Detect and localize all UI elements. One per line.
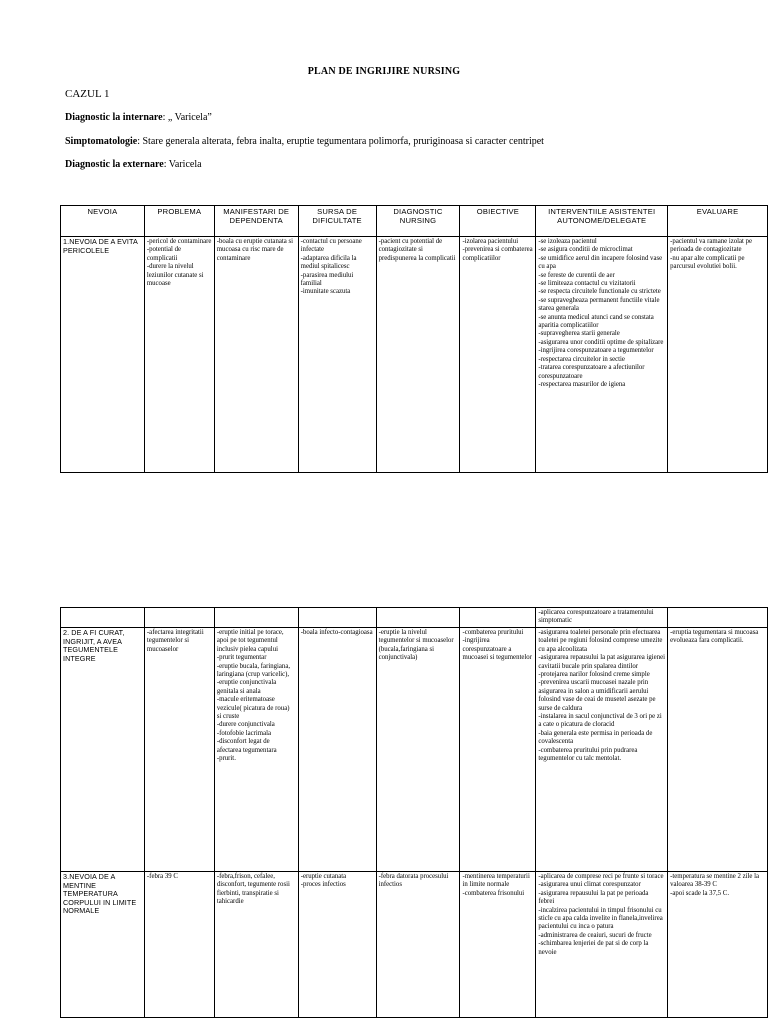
cell-line: -febra,frison, cefalee, disconfort, tegumente rosii fierbinti, transpiratie si tahicardie xyxy=(216,873,292,906)
cell-line: -schimbarea lenjeriei de pat si de corp la nevoie xyxy=(538,940,651,956)
interventions-cell xyxy=(536,872,668,1018)
cell-line: -se asigura conditii de microclimat xyxy=(538,246,633,254)
cell-line: -macule eritematoase vezicule( picatura de roua) si cruste xyxy=(216,696,292,721)
cell-line: -instalarea in sacul conjunctival de 3 ori pe zi a cate o picatura de cloracid xyxy=(538,713,664,729)
cell-line: -boala cu eruptie cutanata si mucoasa cu risc mare de contaminare xyxy=(216,238,295,262)
document-title: PLAN DE INGRIJIRE NURSING xyxy=(307,66,461,77)
need-cell: 1.NEVOIA DE A EVITA PERICOLELE xyxy=(61,237,145,473)
cell-line: -respectarea circuitelor in sectie xyxy=(538,355,625,363)
evaluation-cell xyxy=(668,237,768,473)
manifest-cell xyxy=(214,628,298,872)
cell-line: -asigurarea repausului la pat asigurarea igienei cavitatii bucale prin spalarea dintilor xyxy=(538,654,667,670)
cell-line: -contactul cu persoane infectate xyxy=(300,238,364,254)
need-cell: 3.NEVOIA DE A MENTINE TEMPERATURA CORPULUI IN LIMITE NORMALE xyxy=(61,872,145,1018)
empty-cell xyxy=(460,608,536,628)
interventions-cell xyxy=(536,628,668,872)
cell-line: -aplicarea de comprese reci pe frunte si torace xyxy=(538,873,664,880)
symptomatology-value: : Stare generala alterata, febra inalta, eruptie tegumentara polimorfa, pruriginoasa si caracter centripet xyxy=(137,136,544,147)
cell-line: -prurit. xyxy=(216,755,236,763)
source-cell xyxy=(298,237,376,473)
cell-line: -incalzirea pacientului in timpul frisonului cu sticle cu apa calda invelite in flanela,invelirea pacientului cu inca o patura xyxy=(538,906,665,931)
cell-line: -baia generala este permisa in perioada de covalescenta xyxy=(538,729,655,746)
cell-line: -eruptie la nivelul tegumentelor si mucoaselor (bucala,faringiana si conjunctivala) xyxy=(378,629,456,662)
header-problema: PROBLEMA xyxy=(144,206,214,237)
symptomatology-label: Simptomatologie xyxy=(65,136,138,147)
header-evaluare: EVALUARE xyxy=(668,206,768,237)
interventions-cell xyxy=(536,608,668,628)
cell-line: -protejarea narilor folosind creme simple xyxy=(538,671,650,679)
discharge-diagnosis-label: Diagnostic la externare xyxy=(65,159,164,170)
symptomatology xyxy=(65,136,544,147)
manifest-cell xyxy=(214,237,298,473)
empty-cell xyxy=(214,608,298,628)
admission-diagnosis-value: : „ Varicela” xyxy=(162,112,212,123)
table-row xyxy=(61,628,768,872)
cell-line: -febra datorata procesului infectios xyxy=(378,873,451,889)
admission-diagnosis xyxy=(65,112,212,123)
nursing-plan-table-2 xyxy=(60,607,768,1018)
cell-line: -prevenirea uscarii mucoasei nazale prin asigurarea in salon a umidificarii aerului folosind vase de ceai de musetel asezate pe surse de caldura xyxy=(538,679,658,712)
admission-diagnosis-label: Diagnostic la internare xyxy=(65,112,163,123)
cell-line: -imunitate scazuta xyxy=(300,288,351,296)
discharge-diagnosis-value: : Varicela xyxy=(163,159,202,170)
cell-line: -apoi scade la 37,5 C. xyxy=(670,889,730,897)
evaluation-cell xyxy=(668,628,768,872)
cell-line: -febra 39 C xyxy=(146,873,178,880)
cell-line: -se limiteaza contactul cu vizitatorii xyxy=(538,280,636,288)
cell-line: -se fereste de curentii de aer xyxy=(538,271,615,279)
empty-cell xyxy=(376,608,460,628)
source-cell xyxy=(298,872,376,1018)
cell-line: -se respecta circuitele functionale cu strictete xyxy=(538,288,661,296)
nursing-diagnosis-cell xyxy=(376,872,460,1018)
cell-line: -asigurarea unui climat corespunzator xyxy=(538,881,641,889)
table-header-row xyxy=(61,206,768,237)
problem-cell xyxy=(144,872,214,1018)
header-interventii: INTERVENTIILE ASISTENTEI AUTONOME/DELEGATE xyxy=(536,206,668,237)
cell-line: -se anunta medicul atunci cand se constata aparitia complicatiilor xyxy=(538,313,656,330)
cell-line: -pacientul va ramane izolat pe perioada de contagiozitate xyxy=(670,238,754,254)
cell-line: -respectarea masurilor de igiena xyxy=(538,380,626,388)
nursing-diagnosis-cell xyxy=(376,628,460,872)
cell-line: -eruptie initial pe torace, apoi pe tot tegumentul inclusiv pielea capului xyxy=(216,629,286,653)
cell-line: -afectarea integritatii tegumentelor si mucoaselor xyxy=(146,629,206,653)
cell-line: -combaterea pruritului xyxy=(462,629,524,636)
cell-line: -eruptie cutanata xyxy=(300,873,347,880)
objectives-cell xyxy=(460,628,536,872)
cell-line: -eruptia tegumentara si mucoasa evolueaza fara complicatii. xyxy=(670,629,760,645)
case-label: CAZUL 1 xyxy=(65,88,110,100)
cell-line: -eruptie bucala, faringiana, laringiana (crup varicelic), xyxy=(216,662,292,679)
cell-line: -mentinerea temperaturii in limite normale xyxy=(462,873,532,889)
cell-line: -supravegherea starii generale xyxy=(538,330,620,338)
cell-line: -eruptie conjunctivala genitala si anala xyxy=(216,679,278,695)
cell-line: -izolarea pacientului xyxy=(462,238,519,245)
interventions-cell xyxy=(536,237,668,473)
discharge-diagnosis xyxy=(65,159,202,170)
evaluation-cell xyxy=(668,872,768,1018)
problem-cell xyxy=(144,237,214,473)
cell-line: -se izoleaza pacientul xyxy=(538,238,597,245)
nursing-diagnosis-cell xyxy=(376,237,460,473)
header-obiective: OBIECTIVE xyxy=(460,206,536,237)
cell-line: -fotofobie lacrimala xyxy=(216,729,271,737)
table-row xyxy=(61,237,768,473)
cell-line: -nu apar alte complicatii pe parcursul evolutiei bolii. xyxy=(670,254,747,271)
empty-cell xyxy=(668,608,768,628)
header-diagnostic: DIAGNOSTIC NURSING xyxy=(376,206,460,237)
cell-line: -administrarea de ceaiuri, sucuri de fructe xyxy=(538,931,652,939)
need-cell: 2. DE A FI CURAT, INGRIJIT, A AVEA TEGUMENTELE INTEGRE xyxy=(61,628,145,872)
cell-line: -se supravegheaza permanent functiile vitale starea generala xyxy=(538,296,662,313)
header-manifestari: MANIFESTARI DE DEPENDENTA xyxy=(214,206,298,237)
objectives-cell xyxy=(460,872,536,1018)
cell-line: -pacient cu potential de contagiozitate si predispunerea la complicatii xyxy=(378,238,456,262)
cell-line: -disconfort legat de afectarea tegumentara xyxy=(216,738,277,754)
cell-line: -se umidifice aerul din incapere folosind vase cu apa xyxy=(538,254,664,271)
empty-cell xyxy=(144,608,214,628)
cell-line: -combaterea frisonului xyxy=(462,889,525,897)
problem-cell xyxy=(144,628,214,872)
source-cell xyxy=(298,628,376,872)
cell-line: -durere conjunctivala xyxy=(216,721,275,729)
empty-cell xyxy=(61,608,145,628)
cell-line: -boala infecto-contagioasa xyxy=(300,629,373,636)
nursing-plan-table-1 xyxy=(60,205,768,473)
header-sursa: SURSA DE DIFICULTATE xyxy=(298,206,376,237)
cell-line: -temperatura se mentine 2 zile la valoarea 38-39 C xyxy=(670,873,761,889)
cell-line: -ingrijirea corespunzatoare a tegumentelor xyxy=(538,347,654,355)
cell-line: -adaptarea dificila la mediul spitalicesc xyxy=(300,254,359,271)
manifest-cell xyxy=(214,872,298,1018)
cell-line: -tratarea corespunzatoare a afectiunilor corespunzatoare xyxy=(538,364,647,380)
cell-line: -parasirea mediului familial xyxy=(300,271,356,288)
cell-line: -prevenirea si combaterea complicatiilor xyxy=(462,246,535,262)
cell-line: -durere la nivelul leziunilor cutanate si mucoase xyxy=(146,263,206,288)
cell-line: -asigurarea toaletei personale prin efectuarea toaletei pe regiuni folosind comprese umezite cu apa alcoolizata xyxy=(538,629,665,653)
cell-line: -asigurarea repausului la pat pe perioada febrei xyxy=(538,889,651,906)
cell-line: -asigurarea unor conditii optime de spitalizare xyxy=(538,338,664,346)
header-nevoia: NEVOIA xyxy=(61,206,145,237)
cell-line: -prurit tegumentar xyxy=(216,654,267,662)
objectives-cell xyxy=(460,237,536,473)
cell-line: -potential de complicatii xyxy=(146,246,183,262)
table-row xyxy=(61,608,768,628)
table-row xyxy=(61,872,768,1018)
empty-cell xyxy=(298,608,376,628)
cell-line: -combaterea pruritului prin pudrarea tegumentelor cu talc mentolat. xyxy=(538,746,640,763)
cell-line: -aplicarea corespunzatoare a tratamentului simptomatic xyxy=(538,609,656,625)
cell-line: -ingrijirea corespunzatoare a mucoasei si tegumentelor xyxy=(462,637,532,662)
cell-line: -proces infectios xyxy=(300,881,346,889)
cell-line: -pericol de contaminare xyxy=(146,238,212,245)
